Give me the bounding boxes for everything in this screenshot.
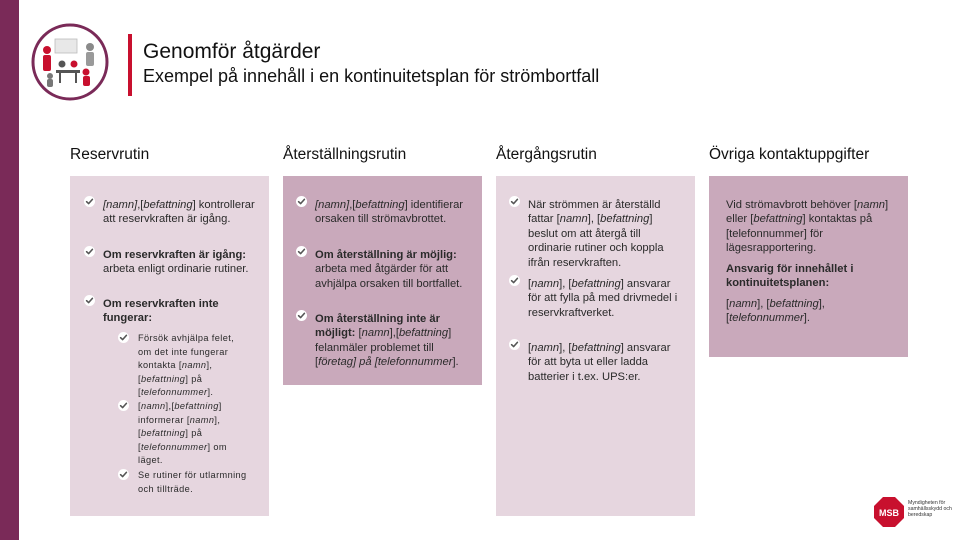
text-run: Om återställning inte är möjligt:: [315, 313, 440, 340]
text-run: namn: [140, 401, 166, 411]
svg-text:MSB: MSB: [879, 508, 899, 518]
text-run: Försök avhjälpa felet, om det inte fungerar kontakta [: [138, 333, 235, 371]
text-run: ], [: [757, 298, 770, 310]
text-run: namn: [857, 199, 885, 211]
text-run: ,[: [137, 199, 144, 211]
check-icon: [84, 196, 95, 207]
msb-logo-icon: [874, 497, 904, 527]
text-run: ], [: [587, 213, 601, 226]
list-item: [528, 198, 683, 270]
text-run: Om återställning är möjlig:: [315, 249, 457, 261]
column-heading-reservrutin: Reservrutin: [70, 146, 150, 163]
list-item: [315, 198, 470, 227]
text-run: befattning: [143, 199, 193, 211]
check-icon: [509, 339, 520, 350]
text-run: [: [528, 278, 532, 290]
text-run: Ansvarig för innehållet i kontinuitetsplanen:: [726, 263, 854, 290]
msb-logo-text: Myndigheten för samhällsskydd och beredskap: [908, 500, 952, 519]
team-meeting-icon: [28, 22, 112, 102]
text-run: telefonnummer: [140, 387, 208, 398]
text-run: befattning: [600, 213, 650, 226]
text-run: befattning: [140, 428, 186, 439]
text-run: företag] på [telefonnummer: [318, 356, 453, 369]
text-run: ] informerar [: [138, 401, 222, 425]
text-run: ,[: [349, 199, 356, 211]
text-run: befattning: [140, 373, 186, 384]
text-run: [namn]: [103, 199, 138, 211]
text-run: [: [726, 298, 730, 310]
text-run: ].: [452, 356, 459, 369]
left-accent-bar: [0, 0, 19, 540]
text-run: ],[: [138, 360, 213, 384]
text-run: [: [528, 342, 532, 354]
contact-responsible-heading: [726, 262, 894, 291]
list-item: [528, 277, 683, 320]
contact-text: [726, 198, 894, 256]
text-run: arbeta enligt ordinarie rutiner.: [103, 263, 249, 276]
title-accent-rule: [128, 34, 132, 96]
text-run: arbeta med åtgärder för att avhjälpa orsaken till bortfallet.: [315, 263, 463, 290]
text-run: telefonnummer: [729, 312, 804, 325]
text-run: Vid strömavbrott behöver [: [726, 199, 857, 211]
sub-list-item: [138, 469, 250, 496]
text-run: befattning: [571, 278, 621, 290]
text-run: [namn]: [315, 199, 350, 211]
list-item: [528, 341, 683, 384]
text-run: ].: [207, 387, 214, 398]
text-run: befattning: [571, 342, 621, 354]
text-run: ],[: [389, 327, 399, 340]
sub-list-item: [138, 400, 250, 468]
text-run: ] identifierar orsaken till strömavbrottet.: [315, 199, 464, 226]
text-run: befattning: [769, 298, 819, 310]
text-run: ], [: [559, 342, 572, 354]
text-run: ],[: [138, 414, 221, 439]
text-run: telefonnummer: [140, 441, 208, 452]
column-heading-ovriga-kontaktuppgifter: Övriga kontaktuppgifter: [709, 146, 870, 163]
text-run: När strömmen är återställd fattar [: [528, 199, 661, 226]
text-run: befattning: [174, 401, 219, 411]
text-run: ] ansvarar för att byta ut eller ladda batterier i t.ex. UPS:er.: [528, 342, 671, 383]
text-run: ] på [: [138, 373, 203, 398]
text-run: Om reservkraften inte fungerar:: [103, 298, 219, 325]
column-heading-aterstallningsrutin: Återställningsrutin: [283, 146, 407, 163]
text-run: ].: [803, 312, 810, 325]
page-title: Genomför åtgärder: [143, 40, 321, 63]
check-icon: [118, 332, 129, 343]
check-icon: [118, 469, 129, 480]
check-icon: [509, 275, 520, 286]
text-run: Om reservkraften är igång:: [103, 249, 247, 261]
text-run: Se rutiner för utlarmning och tillträde.: [138, 470, 247, 494]
check-icon: [296, 196, 307, 207]
text-run: namn: [189, 414, 215, 425]
text-run: ] om läget.: [138, 441, 227, 466]
check-icon: [118, 400, 129, 411]
text-run: ],[: [165, 401, 175, 411]
list-item: [103, 297, 258, 326]
text-run: namn: [531, 278, 560, 290]
check-icon: [509, 196, 520, 207]
text-run: ] felanmäler problemet till [: [315, 327, 452, 369]
text-run: namn: [559, 213, 588, 226]
column-heading-atergangsrutin: Återgångsrutin: [496, 146, 597, 163]
text-run: ] ansvarar för att fylla på med drivmedel i reservkraftverket.: [528, 278, 678, 319]
text-run: ], [: [726, 298, 825, 325]
text-run: ] beslut om att återgå till ordinarie rutiner och koppla ifrån reservkraften.: [528, 213, 664, 269]
sub-list-item: [138, 332, 250, 400]
text-run: [: [138, 401, 141, 411]
contact-responsible-details: [726, 297, 894, 326]
list-item: [103, 248, 258, 277]
text-run: ] kontrollerar att reservkraften är igång.: [103, 199, 255, 226]
check-icon: [84, 295, 95, 306]
check-icon: [296, 246, 307, 257]
text-run: ] eller [: [726, 199, 889, 226]
text-run: ], [: [559, 278, 572, 290]
text-run: befattning: [398, 327, 449, 340]
text-run: namn: [181, 360, 207, 371]
check-icon: [296, 310, 307, 321]
page-subtitle: Exempel på innehåll i en kontinuitetsplan för strömbortfall: [143, 66, 600, 86]
text-run: befattning: [355, 199, 405, 211]
text-run: namn: [531, 342, 560, 354]
list-item: [315, 312, 470, 370]
list-item: [103, 198, 258, 227]
text-run: befattning: [753, 213, 803, 226]
text-run: namn: [361, 327, 390, 340]
text-run: ] kontaktas på [telefonnummer] för lägesrapportering.: [726, 213, 873, 255]
text-run: ] på [: [138, 428, 203, 452]
text-run: namn: [729, 298, 758, 310]
text-run: [: [355, 327, 362, 340]
check-icon: [84, 246, 95, 257]
list-item: [315, 248, 470, 291]
